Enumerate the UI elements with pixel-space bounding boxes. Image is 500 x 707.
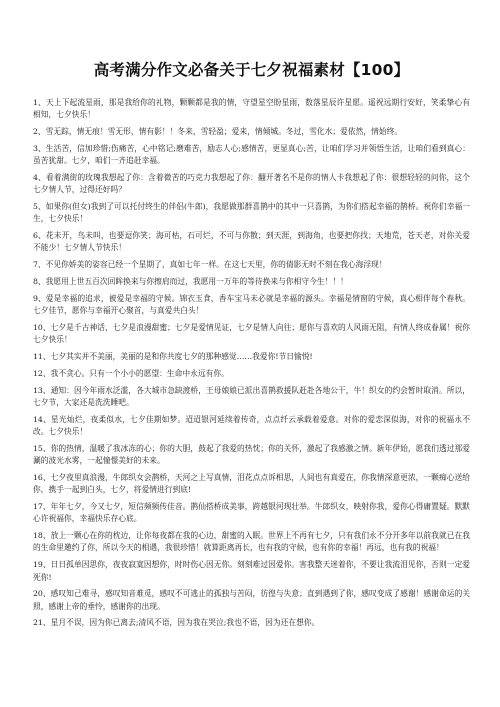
- list-item: 2、雪无踪，情无痕！雪无形，情有影！！冬来，雪轻盈；爱来，情倾城。冬过，雪化水；爱依然，情始终。: [33, 127, 403, 137]
- list-item: 7、不见你娇美的姿容已经一个星期了，真如七年一样。在这七天里，你的倩影无时不刻在我心海浮现！: [33, 260, 387, 270]
- list-item: 18、放上一颗心在你的枕边，让你每夜都在我的心边，甜蜜的入眠。世界上不再有七夕，只有我们永不分开多年以前我就已在我的生命里邀约了你，所以今天的相遇，我很珍惜！就算距离再长，也有我的守候，也有你的幸福！再远，也有我的祝福！: [33, 531, 470, 553]
- list-item: 15、你的热情，温暖了我冰冻的心；你的大胆，鼓起了我爱的热忱；你的关怀，激起了我感激之情。新年伊始，愿我们透过那爱涮的波光水雾，一起憧憬美好的未来。: [33, 443, 470, 466]
- list-item: 10、七夕是千古神话，七夕是浪漫甜蜜；七夕是爱情见证，七夕是情人向往；愿你与喜欢的人风雨无阻，有情人终成眷属！祝你七夕快乐！: [33, 322, 470, 345]
- list-item: 20、感叹知己难寻，感叹知音难觅，感叹不可逃止的孤独与苦闷，彷徨与失意；直到遇到了你，感叹变成了感谢！感谢命运的关照，感谢上帝的垂怜，感谢你的出现。: [33, 589, 470, 611]
- list-item: 21、星月不误，因为你已离去;清风不语，因为我在哭泣;我也不语，因为还在想你。: [33, 618, 320, 628]
- list-item: 5、如果你(但女)我到了可以托付终生的伴侣(牛郎)，我愿做那群喜鹊中的其中一只喜鹊，为你们搭起幸福的鹊桥。祝你们幸福一生，七夕快乐！: [33, 202, 470, 224]
- list-item: 11、七夕其实并不美丽，美丽的是和你共度七夕的那种感觉……我爱你!节日愉悦!: [33, 352, 313, 362]
- list-item: 8、我愿用上世五百次回眸换来与你擦肩而过，我愿用一万年的等待换来与你相守今生！！！: [33, 277, 348, 287]
- list-item: 4、看着满街的玫瑰我想起了你：含着微苦的巧克力我想起了你：翻开著名不是你的情人卡我想起了你：很想轻轻的问你，这个七夕情人节，过得还好吗？: [33, 172, 470, 195]
- list-item: 17、年年七夕，今又七夕，短信频频传佳音。鹊仙搭桥成美事，跨越银河现壮举。牛郎织女，映射你我，爱你心得庸置疑。默默心许祝福你，幸福快乐存心底。: [33, 502, 470, 524]
- blessing-list: [33, 97, 470, 630]
- document-title: 高考满分作文必备关于七夕祝福素材【100】: [93, 61, 410, 79]
- list-item: 1、天上下起流星雨，那是我给你的礼物，颗颗都是我的情，守望星空盼星雨，数落星辰许星愿。遥祝远期行安好，笑柔挚心有相知，七夕快乐！: [33, 98, 470, 120]
- list-item: 14、星光灿烂，夜柔似水，七夕佳期如梦。迢迢银河延续着传奇，点点纤云承载着爱意。对你的爱恋深似海，对你的祝福永不改。七夕快乐！: [33, 414, 470, 437]
- list-item: 13、通知：因今年雨水泛滥，各大城市急缺渡桥，王母娘娘已派出喜鹊救援队赶赴各地公干，牛！织女的约会暂时取消。所以，七夕节，大家还是洗洗睡吧。: [33, 385, 470, 407]
- list-item: 12、我不贪心。只有一个小小的愿望：生命中永远有你。: [33, 368, 229, 378]
- list-item: 9、爱是幸福的追求，被爱是幸福的守候。锦衣玉食，香车宝马未必就是幸福的源头。幸福是情窗的守候，真心相伴每个春秋。七夕佳节，愿你与幸福开心聚首，与真爱共白头！: [33, 293, 470, 316]
- list-item: 6、花未开，鸟未叫，也要逗你笑；海可枯，石可烂，不可与你散；到天涯，到海角，也要把你找；天地荒，苍天老，对你关爱不能少！七夕情人节快乐！: [33, 231, 470, 253]
- list-item: 19、日日孤单因思你，夜夜寂寞因想你，时时伤心因无你。刻刻难过因爱你。害我整天迷着你，不要让我流泪见你，否则一定爱死你!: [33, 560, 470, 582]
- list-item: 16、七夕夜里真浪漫，牛郎织女会鹊桥，天河之上写真情，泪花点点诉相思，人间也有真爱在，你我情深意更浓，一颗痴心送给你，携手一起到白头，七夕，将爱情进行到底!: [33, 472, 470, 495]
- list-item: 3、生活苦，信加珍惜;伤痛苦，心中铭记;磨难苦，励志人心;感情苦，更显真心;苦，让咱们学习并领悟生活，让咱们看到真心：虽苦犹甜。七夕，咱们一齐追赶幸福。: [33, 143, 470, 166]
